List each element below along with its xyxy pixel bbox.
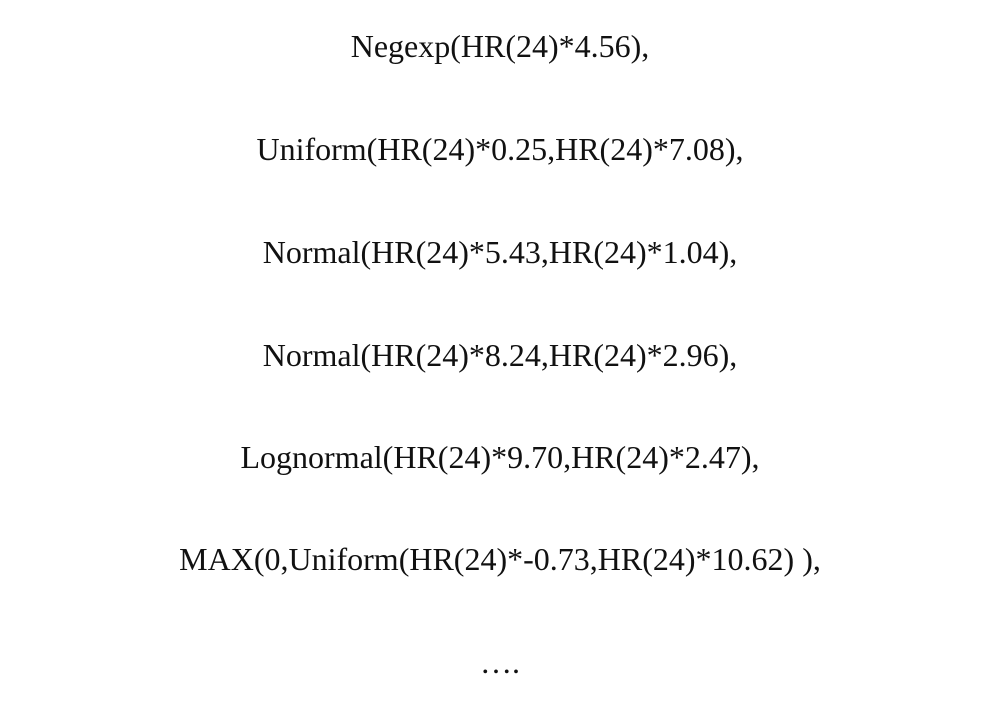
expression-lognormal: Lognormal(HR(24)*9.70,HR(24)*2.47), xyxy=(240,439,760,475)
expression-negexp: Negexp(HR(24)*4.56), xyxy=(350,28,650,64)
expression-max-uniform: MAX(0,Uniform(HR(24)*-0.73,HR(24)*10.62) ), xyxy=(179,541,821,577)
expression-normal-1: Normal(HR(24)*5.43,HR(24)*1.04), xyxy=(262,234,738,270)
expression-normal-2: Normal(HR(24)*8.24,HR(24)*2.96), xyxy=(262,337,738,373)
expression-uniform: Uniform(HR(24)*0.25,HR(24)*7.08), xyxy=(256,131,744,167)
continuation-ellipsis: …. xyxy=(480,644,520,680)
